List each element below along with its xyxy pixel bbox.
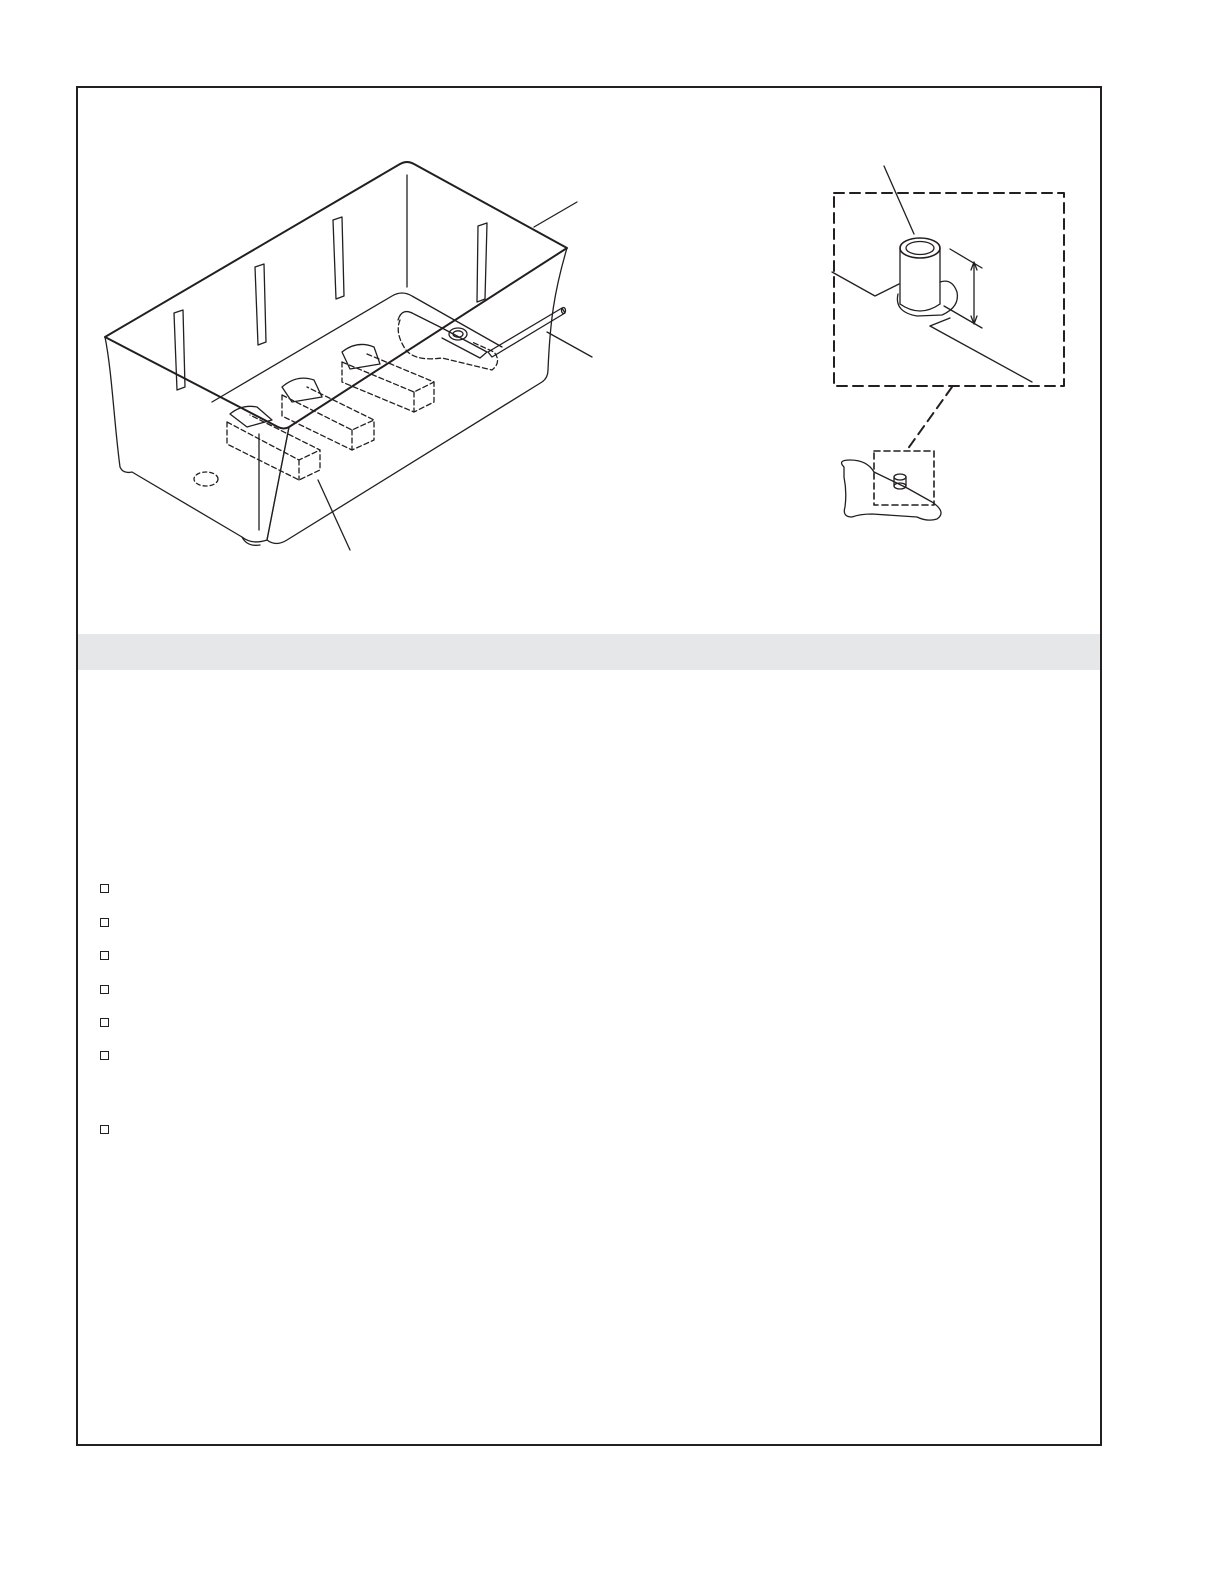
checkbox-icon[interactable] [100, 951, 109, 960]
checkbox-icon[interactable] [100, 1051, 109, 1060]
checkbox-icon[interactable] [100, 918, 109, 927]
leader-line [318, 480, 350, 550]
tub-left-wall [105, 337, 289, 542]
checkbox-icon[interactable] [100, 884, 109, 893]
dimension-tick [950, 249, 982, 268]
drain-channel [398, 312, 487, 358]
drain-detail [832, 166, 1064, 520]
page-frame [76, 86, 1102, 1446]
checklist-item[interactable] [100, 1125, 112, 1137]
leader-line [534, 202, 577, 227]
tub-front-wall [267, 248, 567, 544]
bathtub-drawing [105, 162, 592, 550]
checkbox-icon[interactable] [100, 985, 109, 994]
drain-rod [488, 308, 565, 357]
checklist-item[interactable] [100, 918, 112, 930]
leader-line [884, 166, 914, 234]
section-header-band [78, 634, 1100, 670]
checkbox-icon[interactable] [100, 1018, 109, 1027]
checklist-item[interactable] [100, 884, 112, 896]
overflow-hole [194, 472, 218, 486]
rib [255, 264, 266, 345]
pipe-base [897, 281, 957, 316]
checklist-item[interactable] [100, 951, 112, 963]
installation-illustration [78, 88, 1100, 634]
tub-floor [212, 293, 502, 402]
detail-frame [834, 193, 1064, 386]
mini-detail-frame [874, 451, 934, 505]
rib [477, 223, 487, 302]
checklist-item[interactable] [100, 985, 112, 997]
surface-line [832, 272, 899, 296]
drain-outlet [449, 328, 467, 340]
checkbox-icon[interactable] [100, 1125, 109, 1134]
support-ribs [174, 217, 487, 390]
leader-line [547, 332, 592, 357]
rib [333, 217, 344, 299]
checklist-item[interactable] [100, 1018, 112, 1030]
mini-drain-channel [842, 460, 941, 520]
foot-pad-top [282, 378, 322, 402]
surface-line [930, 318, 950, 326]
checklist-item[interactable] [100, 1051, 112, 1063]
foot-pad-top [230, 406, 272, 427]
detail-connector [907, 387, 952, 450]
